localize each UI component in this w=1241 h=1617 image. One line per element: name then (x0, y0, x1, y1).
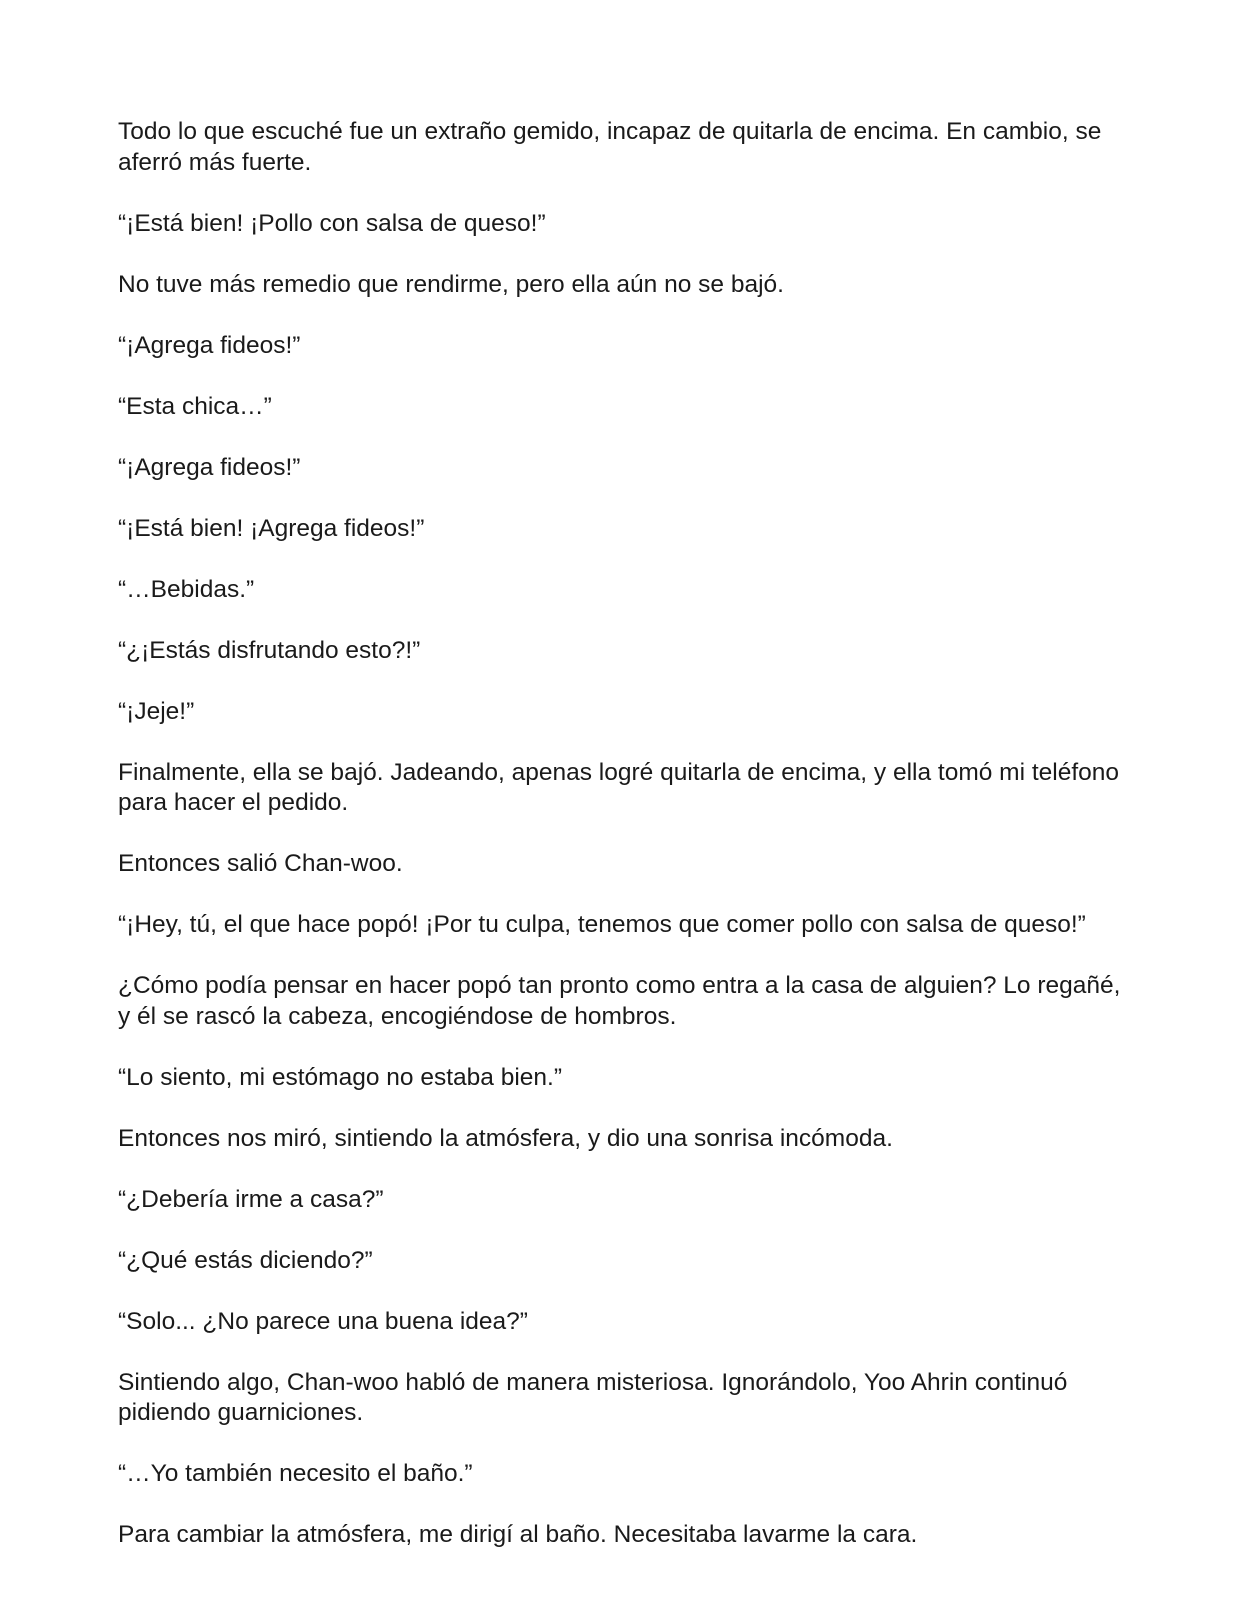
paragraph: No tuve más remedio que rendirme, pero ella aún no se bajó. (118, 270, 784, 298)
paragraph: “¡Agrega fideos!” (118, 453, 301, 481)
paragraph: “¡Agrega fideos!” (118, 331, 301, 359)
paragraph: Sintiendo algo, Chan-woo habló de manera misteriosa. Ignorándolo, Yoo Ahrin continuó pidiendo guarniciones. (118, 1368, 1068, 1426)
paragraph: ¿Cómo podía pensar en hacer popó tan pronto como entra a la casa de alguien? Lo regañé, y él se rascó la cabeza, encogiéndose de hombros. (118, 972, 1121, 1030)
paragraph: Entonces nos miró, sintiendo la atmósfera, y dio una sonrisa incómoda. (118, 1124, 893, 1152)
paragraph: “¿¡Estás disfrutando esto?!” (118, 636, 421, 664)
paragraph: “Esta chica…” (118, 392, 272, 420)
paragraph: “¡Jeje!” (118, 697, 195, 725)
paragraph: “¡Está bien! ¡Agrega fideos!” (118, 514, 425, 542)
paragraph: Para cambiar la atmósfera, me dirigí al baño. Necesitaba lavarme la cara. (118, 1521, 918, 1548)
paragraph: “…Yo también necesito el baño.” (118, 1460, 473, 1487)
paragraph: “Solo... ¿No parece una buena idea?” (118, 1307, 528, 1335)
paragraph: “¿Qué estás diciendo?” (118, 1246, 373, 1274)
document-body (118, 117, 1128, 1581)
paragraph: Finalmente, ella se bajó. Jadeando, apenas logré quitarla de encima, y ella tomó mi teléfono para hacer el pedido. (118, 758, 1120, 816)
paragraph: “¡Hey, tú, el que hace popó! ¡Por tu culpa, tenemos que comer pollo con salsa de queso!” (118, 911, 1086, 938)
paragraph: Entonces salió Chan-woo. (118, 850, 403, 877)
paragraph: Todo lo que escuché fue un extraño gemido, incapaz de quitarla de encima. En cambio, se aferró más fuerte. (118, 118, 1102, 176)
paragraph: “Lo siento, mi estómago no estaba bien.” (118, 1063, 562, 1091)
paragraph: “…Bebidas.” (118, 575, 255, 603)
paragraph: “¡Está bien! ¡Pollo con salsa de queso!” (118, 209, 546, 237)
paragraph: “¿Debería irme a casa?” (118, 1185, 384, 1213)
